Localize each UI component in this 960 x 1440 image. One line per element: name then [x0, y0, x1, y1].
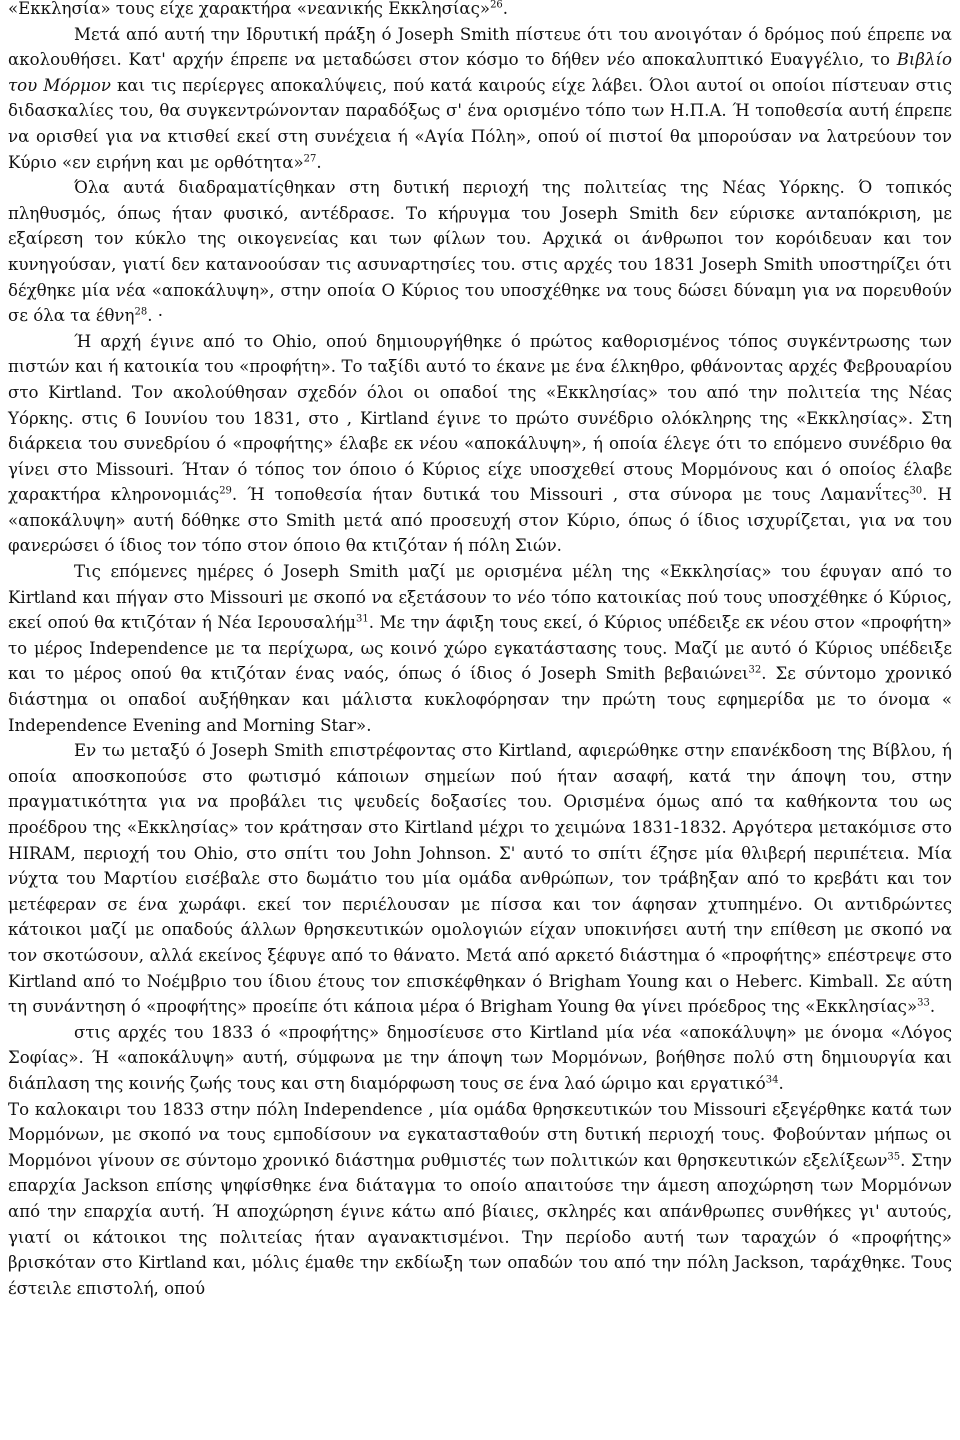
text-run: στις αρχές του 1833 ό «προφήτης» δημοσίευσε στο Kirtland μία νέα «αποκάλυψη» με όνομα «Λόγος Σοφίας». Ή «αποκάλυψη» αυτή, σύμφωνα με την άποψη των Μορμόνων, βοήθησε πολύ στη δημιουργία και διάπλαση της κοινής ζωής τους και στη διαμόρφωση τους σε ένα λαό ώριμο και εργατικό — [8, 1022, 952, 1093]
footnote-ref: 30 — [909, 485, 923, 497]
text-run: Τις επόμενες ημέρες ό Joseph Smith μαζί με ορισμένα μέλη της «Εκκλησίας» του έφυγαν από το Kirtland και πήγαν στο Missouri με σκοπό να εξετάσουν το νέο τόπο κατοικίας πού τους υποσχέθηκε ό Κύριος, εκεί οπού θα κτιζόταν ή Νέα Ιερουσαλήμ — [8, 562, 952, 633]
footnote-ref: 27 — [303, 153, 317, 165]
text-run: Εν τω μεταξύ ό Joseph Smith επιστρέφοντας στο Kirtland, αφιερώθηκε στην επανέκδοση της Βίβλου, ή οποία αποσκοπούσε στο φωτισμό κάποιων σημείων πού ήταν ασαφή, κατά την άποψη του, στην πραγματικότητα για να προβάλει τις ψευδείς δοξασίες του. Ορισμένα όμως από τα καθήκοντα του ως προέδρου της «Εκκλησίας» τον κράτησαν στο Kirtland μέχρι το χειμώνα 1831-1832. Αργότερα μετακόμισε στο H — [8, 741, 952, 863]
paragraph-p2 — [8, 175, 952, 329]
text-run: . — [778, 1073, 784, 1093]
text-run: . — [502, 0, 509, 18]
footnote-ref: 35 — [887, 1151, 901, 1163]
text-run: Ή αρχή έγινε από το Ohio, οπού δημιουργήθηκε ό πρώτος καθορισμένος τόπος συγκέντρωσης των πιστών και ή κατοικία του «προφήτη». Το ταξίδι αυτό το έκανε με ένα έλκηθρο, φθάνοντας αρχές Φεβρουαρίου στο Kirtland. Τον ακολούθησαν σχεδόν όλοι οι οπαδοί της «Εκκλησίας» του από την πολιτεία της Νέας Υόρκης. στις 6 Ιουνίου του 1831, στο , Kirtland έγινε το πρώτο συνέδριο ολόκληρης της «Εκκλησίας». Στη διάρκεια του συνεδρίου ό «προφήτης» έλαβε εκ νέου «αποκάλυψη», ή οποία έλεγε ότι το επόμενο συνέδριο θα γίνει στο Missouri. Ήταν ό τόπος τον όποιο ό Κύριος είχε υποσχεθεί στους Μορμόνους και ό οποίος έλαβε χαρακτήρα κληρονομιάς — [8, 331, 952, 505]
footnote-ref: 32 — [748, 664, 762, 676]
footnote-ref: 34 — [765, 1074, 779, 1086]
text-run: . · — [147, 306, 164, 326]
paragraph-p3 — [8, 329, 952, 559]
small-caps-text: IRAM — [22, 843, 71, 863]
text-run: . Η «αποκάλυψη» αυτή δόθηκε στο Smith μετά από προσευχή στον Κύριο, όπως ό ίδιος ισχυρίζεται, για να του φανερώσει ό ίδιος τον τόπο στον όποιο θα κτιζόταν ή πόλη Σιών. — [8, 485, 952, 556]
book-title: Βιβλίο του Μόρμον — [8, 50, 952, 95]
text-run: Όλα αυτά διαδραματίςθηκαν στη δυτική περιοχή της πολιτείας της Νέας Υόρκης. Ό τοπικός πληθυσμός, όπως ήταν φυσικό, αντέδρασε. Το κήρυγμα του Joseph Smith δεν εύρισκε ανταπόκριση, με εξαίρεση τον κύκλο της οικογενείας και των φίλων του. Αρχικά οι άνθρωποι τον κορόιδευαν και τον κυνηγούσαν, γιατί δεν κατανοούσαν τις ασυναρτησίες του. στις αρχές του 1831 Joseph Smith υποστηρίζει ότι δέχθηκε μία νέα «αποκάλυψη», στην οποία Ο Κύριος του υποσχέθηκε να τους δώσει δύναμη για να πορευθούν σε όλα τα έθνη — [8, 178, 952, 326]
text-run: . Στην επαρχία Jackson επίσης ψηφίσθηκε ένα διάταγμα το οποίο απαιτούσε την άμεση αποχώρηση των Μορμόνων από την επαρχία αυτή. Ή αποχώρηση έγινε κάτω από βίαιες, σκληρές και απάνθρωπες συνθήκες γι' αυτούς, γιατί οι κάτοικοι της πολιτείας ήταν αγανακτισμένοι. Την περίοδο αυτή των ταραχών ό «προφήτης» βρισκόταν στο Kirtland και, μόλις έμαθε την εκδίωξη των οπαδών του από την πόλη Jackson, ταράχθηκε. Τους έστειλε επιστολή, οπού — [8, 1150, 953, 1298]
text-run: . Ή τοποθεσία ήταν δυτικά του Missouri , στα σύνορα με τους Λαμανΐτες — [231, 485, 910, 505]
text-run: «Εκκλησία» τους είχε χαρακτήρα «νεανικής Εκκλησίας» — [8, 0, 491, 18]
text-run: . Με την άφιξη τους εκεί, ό Κύριος υπέδειξε εκ νέου στον «προφήτη» το μέρος Independence με τα περίχωρα, ως κοινό χώρο εγκατάστασης τους. Μαζί με αυτό ό Κύριος υπέδειξε και το μέρος οπού θα κτιζόταν ένας ναός, όπως ό ίδιος ό Joseph Smith βεβαιώνει — [8, 613, 952, 684]
text-run: , περιοχή του Ohio, στο σπίτι του John Johnson. Σ' αυτό το σπίτι έζησε μία θλιβερή περιπέτεια. Μία νύχτα του Μαρτίου εισέβαλε στο δωμάτιο του μία ομάδα ανθρώπων, τον τράβηξαν από το κρεβάτι και τον μετέφεραν σε ένα χωράφι. εκεί τον περιέλουσαν με πίσσα και τον άφησαν χτυπημένο. Οι αντιδρώντες κάτοικοι μαζί με οπαδούς άλλων θρησκευτικών ομολογιών είχαν υποκινήσει αυτή την επίθεση με σκοπό να τον σκοτώσουν, αλλά εκείνος ξέφυγε από το θάνατο. Μετά από αρκετό διάστημα ό «προφήτης» επέστρεψε στο Kirtland από το Νοέμβριο του ίδιου έτους τον επισκέφθηκαν ό Brigham Young και ο Heberc. Kimball. Σε αύτη τη συνάντηση ό «προφήτης» προείπε ότι κάποια μέρα ό Brigham Young θα γίνει πρόεδρος της «Εκκλησίας» — [8, 843, 952, 1017]
footnote-ref: 31 — [356, 613, 369, 625]
footnote-ref: 29 — [219, 485, 232, 497]
text-run: . — [316, 152, 322, 172]
text-run: . Σε σύντομο χρονικό διάστημα οι οπαδοί αυξήθηκαν και μάλιστα κυκλοφόρησαν την πρώτη τους εφημερίδα με το όνομα « Independence Evening and Morning Star». — [8, 664, 952, 735]
paragraph-p7 — [8, 1097, 952, 1302]
text-run: Το καλοκαιρι του 1833 στην πόλη Independence , μία ομάδα θρησκευτικών του Missouri εξεγέρθηκε κατά των Μορμόνων, με σκοπό να τους εμποδίσουν να εγκατασταθούν στη δυτική περιοχή τους. Φοβούνταν μήπως οι Μορμόνοι γίνουν σε σύντομο χρονικό διάστημα ρυθμιστές των πολιτικών και θρησκευτικών εξελίξεων — [8, 1099, 952, 1170]
footnote-ref: 26 — [490, 0, 503, 11]
footnote-ref: 28 — [134, 306, 148, 318]
footnote-ref: 33 — [917, 997, 930, 1009]
paragraph-p1 — [8, 22, 952, 176]
text-run: Μετά από αυτή την Ιδρυτική πράξη ό Joseph Smith πίστευε ότι του ανοιγόταν ό δρόμος πού έπρεπε να ακολουθήσει. Κατ' αρχήν έπρεπε να μεταδώσει στον κόσμο το δήθεν νέο αποκαλυπτικό Ευαγγέλιο, το — [8, 24, 952, 70]
text-run: . — [929, 997, 936, 1017]
paragraph-p0 — [8, 0, 952, 22]
paragraph-p5 — [8, 738, 952, 1020]
paragraph-p4 — [8, 559, 952, 738]
text-run: και τις περίεργες αποκαλύψεις, πού κατά καιρούς είχε λάβει. Όλοι αυτοί οι οποίοι πίστευαν στις διδασκαλίες του, θα συγκεντρώνονταν παραδόξως σ' ένα ορισμένο τόπο των Η.Π.Α. Ή τοποθεσία αυτή έπρεπε να ορισθεί για να κτισθεί εκεί στη συνέχεια ή «Αγία Πόλη», οπού οί πιστοί θα μπορούσαν να λατρεύουν τον Κύριο «εν ειρήνη και με ορθότητα» — [8, 75, 952, 172]
paragraph-p6 — [8, 1020, 952, 1097]
